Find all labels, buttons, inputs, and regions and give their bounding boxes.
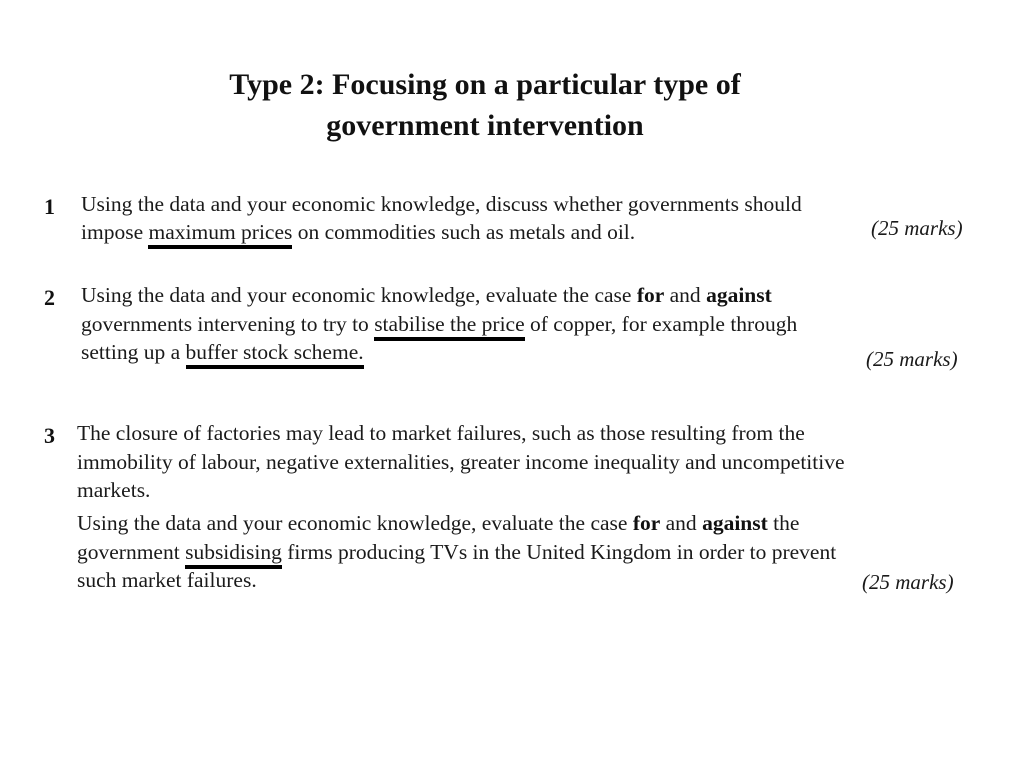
underlined-term: buffer stock scheme. <box>186 340 364 369</box>
text-run: governments intervening to try to <box>81 312 375 336</box>
text-run: impose <box>81 220 149 244</box>
question-text-line <box>81 338 364 366</box>
bold-term: against <box>702 511 768 535</box>
underlined-term: maximum prices <box>148 220 292 249</box>
question-text-line <box>77 509 799 537</box>
text-run: and <box>660 511 703 535</box>
question-text-line <box>81 281 772 309</box>
marks-label: (25 marks) <box>866 347 958 371</box>
underlined-term: stabilise the price <box>374 312 524 341</box>
question-text-line <box>81 310 797 338</box>
question-text-line <box>81 218 635 246</box>
question-text-line <box>77 538 836 566</box>
text-run: and <box>664 283 707 307</box>
question-number: 2 <box>44 285 55 310</box>
text-run: the <box>767 511 800 535</box>
text-run: Using the data and your economic knowledge, evaluate the case <box>77 511 633 535</box>
title-line-2: government intervention <box>326 109 644 142</box>
text-run: Using the data and your economic knowledge, evaluate the case <box>81 283 637 307</box>
question-text-line: Using the data and your economic knowledge, discuss whether governments should <box>81 192 802 216</box>
text-run: on commodities such as metals and oil. <box>292 220 636 244</box>
text-run: setting up a <box>81 340 186 364</box>
underlined-term: subsidising <box>185 540 282 569</box>
text-run: government <box>77 540 186 564</box>
marks-label: (25 marks) <box>871 216 963 240</box>
question-number: 3 <box>44 423 55 448</box>
question-text-line: such market failures. <box>77 568 257 592</box>
bold-term: against <box>706 283 772 307</box>
bold-term: for <box>636 283 665 307</box>
question-text-line: markets. <box>77 478 151 502</box>
question-text-line: immobility of labour, negative externalities, greater income inequality and uncompetitive <box>77 450 845 474</box>
text-run: firms producing TVs in the United Kingdom in order to prevent <box>281 540 837 564</box>
text-run: of copper, for example through <box>524 312 798 336</box>
question-text-line: The closure of factories may lead to market failures, such as those resulting from the <box>77 421 805 445</box>
question-number: 1 <box>44 194 55 219</box>
title-line-1: Type 2: Focusing on a particular type of <box>229 68 741 101</box>
slide-title <box>140 64 830 146</box>
bold-term: for <box>632 511 661 535</box>
marks-label: (25 marks) <box>862 570 954 594</box>
